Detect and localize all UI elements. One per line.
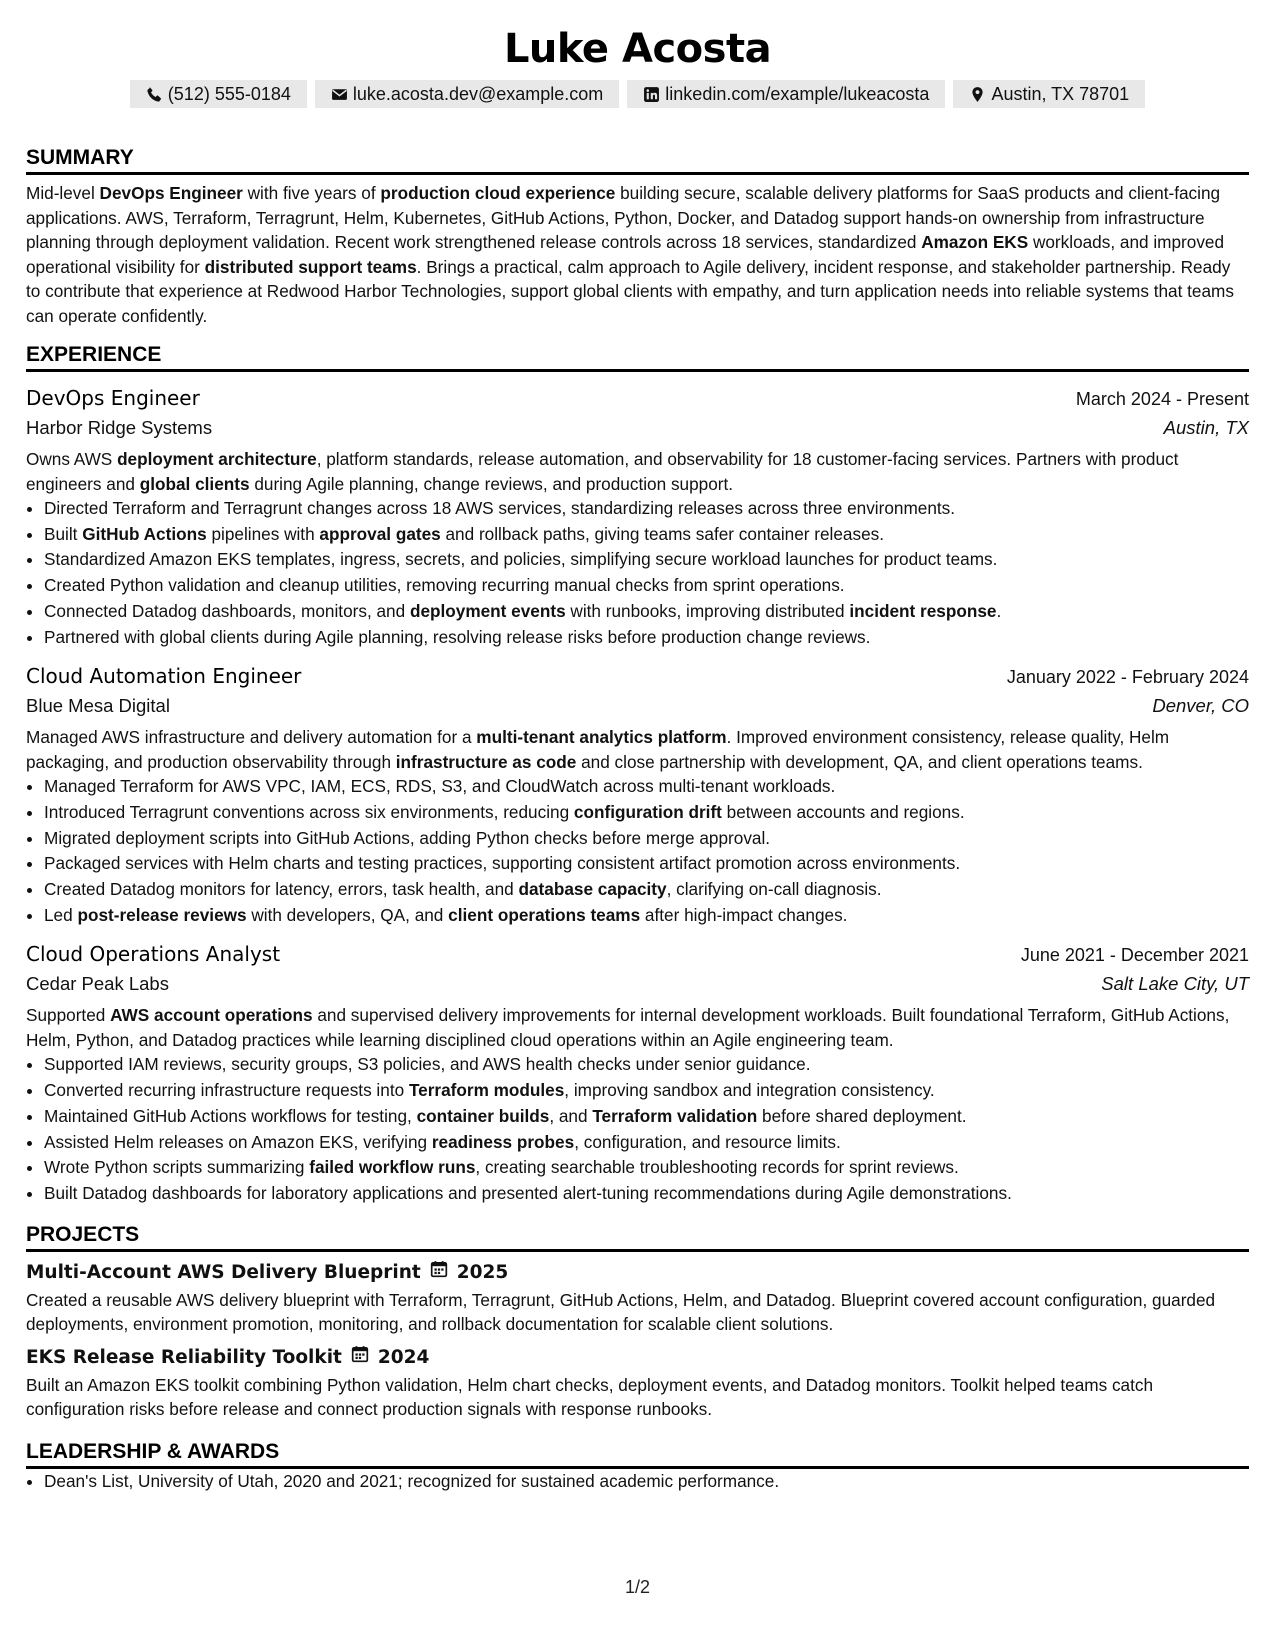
job-title: DevOps Engineer (26, 386, 200, 410)
job-bullet: • Managed Terraform for AWS VPC, IAM, ECS, RDS, S3, and CloudWatch across multi-tenant workloads. (44, 774, 1249, 800)
job-bullet: • Created Python validation and cleanup utilities, removing recurring manual checks from sprint operations. (44, 573, 1249, 599)
job-company: Harbor Ridge Systems (26, 417, 213, 438)
project-title: EKS Release Reliability Toolkit (26, 1346, 342, 1368)
job-bullet: • Maintained GitHub Actions workflows for testing, container builds, and Terraform validation before shared deployment. (44, 1104, 1249, 1130)
phone-icon (146, 86, 163, 103)
job-bullet: • Wrote Python scripts summarizing failed workflow runs, creating searchable troubleshooting records for sprint reviews. (44, 1155, 1249, 1181)
job-bullet: • Assisted Helm releases on Amazon EKS, verifying readiness probes, configuration, and resource limits. (44, 1130, 1249, 1156)
job-bullets (26, 774, 1249, 928)
summary-text: Mid-level DevOps Engineer with five years of production cloud experience building secure, scalable delivery platforms for SaaS products and client-facing applications. AWS, Terraform, Terragrunt, Helm, Kubernetes, GitHub Actions, Python, Docker, and Datadog support hands-on ownership from infrastructure planning through deployment validation. Recent work strengthened release controls across 18 services, standardized Amazon EKS workloads, and improved operational visibility for distributed support teams. Brings a practical, calm approach to Agile delivery, incident response, and stakeholder partnership. Ready to contribute that experience at Redwood Harbor Technologies, support global clients with empathy, and turn application needs into reliable systems that teams can operate confidently. (26, 183, 1234, 326)
contact-bar (26, 80, 1249, 108)
envelope-icon (331, 86, 348, 103)
job-bullet: • Built GitHub Actions pipelines with approval gates and rollback paths, giving teams safer container releases. (44, 522, 1249, 548)
project-description: Built an Amazon EKS toolkit combining Python validation, Helm chart checks, deployment events, and Datadog monitors. Toolkit helped teams catch configuration risks before release and connect production signals with response runbooks. (26, 1374, 1154, 1420)
contact-email[interactable] (315, 80, 619, 108)
section-title-summary: SUMMARY (26, 145, 1249, 175)
project-entry (26, 1260, 1249, 1337)
project-year: 2024 (377, 1346, 430, 1368)
job-bullet: • Packaged services with Helm charts and testing practices, supporting consistent artifact promotion across environments. (44, 851, 1249, 877)
leadership-bullet: • Dean's List, University of Utah, 2020 and 2021; recognized for sustained academic performance. (44, 1469, 1249, 1495)
contact-phone-text: (512) 555-0184 (167, 84, 291, 104)
project-description: Created a reusable AWS delivery blueprint with Terraform, Terragrunt, GitHub Actions, Helm, and Datadog. Blueprint covered account configuration, guarded deployments, environment promotion, monitoring, and rollback documentation for scalable client solutions. (26, 1289, 1216, 1335)
job-company: Blue Mesa Digital (26, 695, 170, 717)
job-bullets (26, 496, 1249, 650)
contact-location (953, 80, 1145, 108)
job-entry (26, 662, 1249, 928)
contact-email-text: luke.acosta.dev@example.com (352, 84, 604, 104)
job-bullet: • Created Datadog monitors for latency, errors, task health, and database capacity, clarifying on-call diagnosis. (44, 877, 1249, 903)
job-bullet: • Directed Terraform and Terragrunt changes across 18 AWS services, standardizing releases across three environments. (44, 496, 1249, 522)
job-dates: June 2021 - December 2021 (1020, 945, 1249, 966)
job-dates: March 2024 - Present (1075, 389, 1249, 409)
contact-phone[interactable] (130, 80, 307, 108)
job-bullets (26, 1052, 1249, 1206)
job-entry (26, 940, 1249, 1206)
calendar-icon (430, 1260, 448, 1286)
job-title: Cloud Automation Engineer (26, 664, 302, 689)
job-bullet: • Migrated deployment scripts into GitHub Actions, adding Python checks before merge approval. (44, 826, 1249, 852)
job-dates: January 2022 - February 2024 (1006, 667, 1249, 688)
job-bullet: • Built Datadog dashboards for laboratory applications and presented alert-tuning recommendations during Agile demonstrations. (44, 1181, 1249, 1207)
job-location: Denver, CO (1152, 695, 1249, 717)
calendar-icon (351, 1345, 369, 1371)
job-bullet: • Introduced Terragrunt conventions across six environments, reducing configuration drift between accounts and regions. (44, 800, 1249, 826)
job-bullet: • Led post-release reviews with developers, QA, and client operations teams after high-impact changes. (44, 903, 1249, 929)
job-location: Salt Lake City, UT (1101, 973, 1249, 995)
job-bullet: • Connected Datadog dashboards, monitors, and deployment events with runbooks, improving distributed incident response. (44, 599, 1249, 625)
job-description: Supported AWS account operations and supervised delivery improvements for internal development workloads. Built foundational Terraform, GitHub Actions, Helm, Python, and Datadog practices while learning disciplined cloud operations within an Agile engineering team. (26, 1005, 1230, 1050)
job-company: Cedar Peak Labs (26, 973, 169, 995)
contact-linkedin[interactable] (627, 80, 945, 108)
section-title-projects: PROJECTS (26, 1222, 1249, 1252)
project-title: Multi-Account AWS Delivery Blueprint (26, 1261, 421, 1283)
job-location: Austin, TX (1163, 417, 1249, 438)
map-pin-icon (969, 86, 986, 103)
candidate-name: Luke Acosta (503, 26, 772, 72)
section-title-leadership: LEADERSHIP & AWARDS (26, 1439, 1249, 1469)
job-description: Managed AWS infrastructure and delivery automation for a multi-tenant analytics platform. Improved environment consistency, release quality, Helm packaging, and production observability through infrastructure as code and close partnership with development, QA, and client operations teams. (26, 727, 1170, 772)
project-entry (26, 1345, 1249, 1422)
page-number: 1/2 (624, 1577, 651, 1597)
job-bullet: • Supported IAM reviews, security groups, S3 policies, and AWS health checks under senior guidance. (44, 1052, 1249, 1078)
contact-linkedin-text: linkedin.com/example/lukeacosta (665, 84, 930, 104)
job-bullet: • Converted recurring infrastructure requests into Terraform modules, improving sandbox and integration consistency. (44, 1078, 1249, 1104)
section-title-experience: EXPERIENCE (26, 342, 1249, 372)
contact-location-text: Austin, TX 78701 (991, 84, 1130, 104)
leadership-bullets (26, 1469, 1249, 1495)
linkedin-icon (643, 86, 660, 103)
job-entry (26, 384, 1249, 650)
job-bullet: • Partnered with global clients during Agile planning, resolving release risks before production change reviews. (44, 625, 1249, 651)
resume-page (26, 0, 1249, 1494)
job-bullet: • Standardized Amazon EKS templates, ingress, secrets, and policies, simplifying secure workload launches for product teams. (44, 547, 1249, 573)
project-year: 2025 (456, 1261, 509, 1283)
job-description: Owns AWS deployment architecture, platform standards, release automation, and observability for 18 customer-facing services. Partners with product engineers and global clients during Agile planning, change reviews, and production support. (26, 449, 1179, 494)
job-title: Cloud Operations Analyst (26, 942, 281, 967)
